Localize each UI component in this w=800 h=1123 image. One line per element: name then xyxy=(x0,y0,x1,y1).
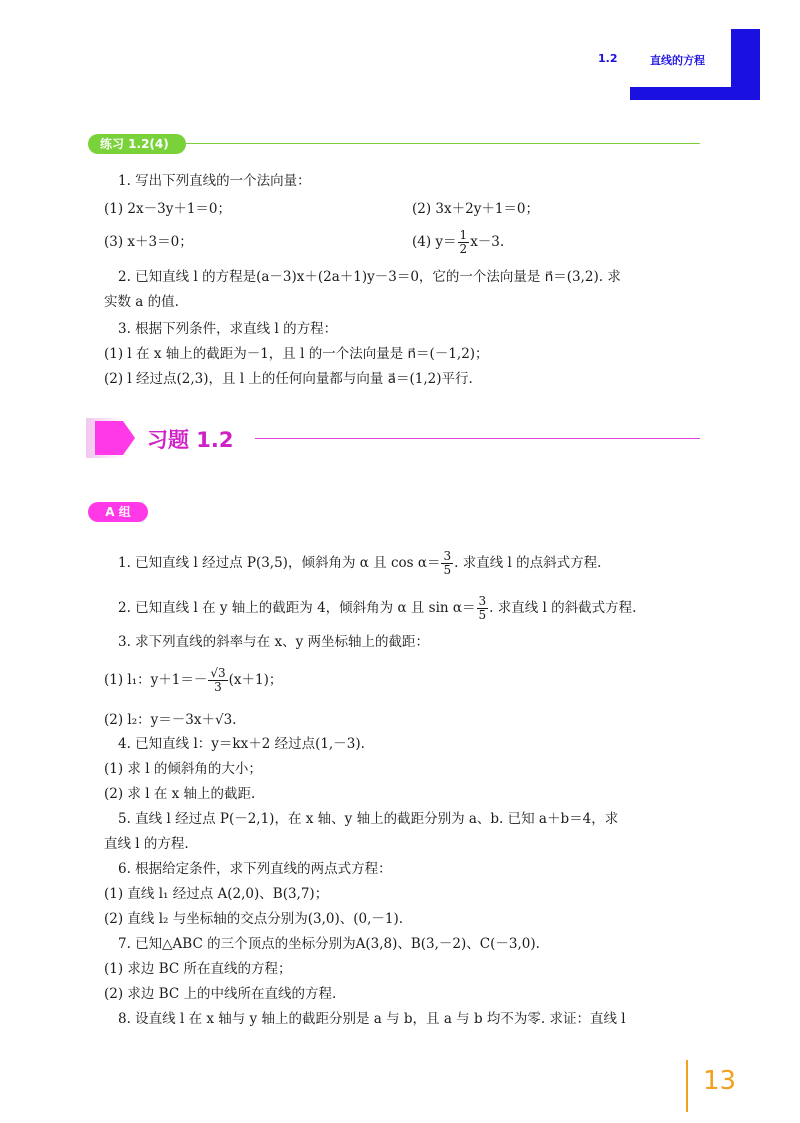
practice-q1-4 xyxy=(412,225,504,259)
group-a-badge: A 组 xyxy=(88,502,148,522)
practice-q1-3: (3) x＋3＝0； xyxy=(104,234,193,250)
exercise-5-line2: 直线 l 的方程. xyxy=(104,836,189,852)
exercise-3-1: (1) l₁：y＋1＝－ $\frac{√3}{3}$ (x＋1)； xyxy=(104,666,283,694)
exercise-divider xyxy=(255,438,700,439)
practice-q1-4-post: x－3. xyxy=(470,234,505,250)
exercise-7: 7. 已知△ABC 的三个顶点的坐标分别为A(3,8)、B(3,－2)、C(－3,0). xyxy=(118,936,540,952)
exercise-4-1: (1) 求 l 的倾斜角的大小； xyxy=(104,761,262,777)
exercise-arrow-icon xyxy=(95,421,135,455)
practice-q1-4-pre: (4) y＝ xyxy=(412,234,457,250)
practice-q1-1: (1) 2x－3y＋1＝0； xyxy=(104,201,232,217)
exercise-4: 4. 已知直线 l：y＝kx＋2 经过点(1,－3). xyxy=(118,736,365,752)
exercise-6-1: (1) 直线 l₁ 经过点 A(2,0)、B(3,7)； xyxy=(104,886,329,902)
page-number: 13 xyxy=(703,1066,737,1096)
header-section-number: 1.2 xyxy=(598,52,618,65)
exercise-1: 1. 已知直线 l 经过点 P(3,5)，倾斜角为 α 且 cos α＝ $\frac{3}{5}$ . 求直线 l 的点斜式方程. xyxy=(118,549,602,577)
practice-q3-1: (1) l 在 x 轴上的截距为－1，且 l 的一个法向量是 n⃗＝(－1,2)； xyxy=(104,346,489,362)
header-color-bar xyxy=(731,29,760,100)
exercise-3: 3. 求下列直线的斜率与在 x、y 两坐标轴上的截距： xyxy=(118,634,429,650)
fraction: $\frac{3}{5}$ xyxy=(443,549,452,577)
exercise-5-line1: 5. 直线 l 经过点 P(－2,1)，在 x 轴、y 轴上的截距分别为 a、b. 已知 a＋b＝4，求 xyxy=(118,811,619,827)
practice-q2-line2: 实数 a 的值. xyxy=(104,294,179,310)
exercise-3-2: (2) l₂：y＝－3x＋√3. xyxy=(104,712,237,728)
header-tab-shadow xyxy=(630,87,731,100)
practice-q2-line1: 2. 已知直线 l 的方程是(a－3)x＋(2a＋1)y－3＝0，它的一个法向量是 n⃗＝(3,2). 求 xyxy=(118,269,621,285)
page-number-rule xyxy=(686,1060,688,1112)
exercise-6-2: (2) 直线 l₂ 与坐标轴的交点分别为(3,0)、(0,－1). xyxy=(104,911,404,927)
header-section-title: 直线的方程 xyxy=(650,54,705,67)
fraction: $\frac{1}{2}$ xyxy=(459,228,468,256)
practice-q3-2: (2) l 经过点(2,3)，且 l 上的任何向量都与向量 a⃗＝(1,2)平行. xyxy=(104,371,473,387)
exercise-title: 习题 1.2 xyxy=(147,428,234,452)
exercise-4-2: (2) 求 l 在 x 轴上的截距. xyxy=(104,786,256,802)
fraction: $\frac{3}{5}$ xyxy=(478,594,487,622)
exercise-8: 8. 设直线 l 在 x 轴与 y 轴上的截距分别是 a 与 b，且 a 与 b 均不为零. 求证：直线 l xyxy=(118,1011,626,1027)
practice-badge: 练习 1.2(4) xyxy=(88,134,186,154)
exercise-6: 6. 根据给定条件，求下列直线的两点式方程： xyxy=(118,861,392,877)
exercise-2: 2. 已知直线 l 在 y 轴上的截距为 4，倾斜角为 α 且 sin α＝ $\frac{3}{5}$ . 求直线 l 的斜截式方程. xyxy=(118,594,637,622)
practice-q1: 1. 写出下列直线的一个法向量： xyxy=(118,173,311,189)
fraction: $\frac{√3}{3}$ xyxy=(210,666,226,694)
exercise-7-2: (2) 求边 BC 上的中线所在直线的方程. xyxy=(104,986,337,1002)
practice-q1-2: (2) 3x＋2y＋1＝0； xyxy=(412,201,540,217)
exercise-7-1: (1) 求边 BC 所在直线的方程； xyxy=(104,961,292,977)
practice-q3: 3. 根据下列条件，求直线 l 的方程： xyxy=(118,321,338,337)
